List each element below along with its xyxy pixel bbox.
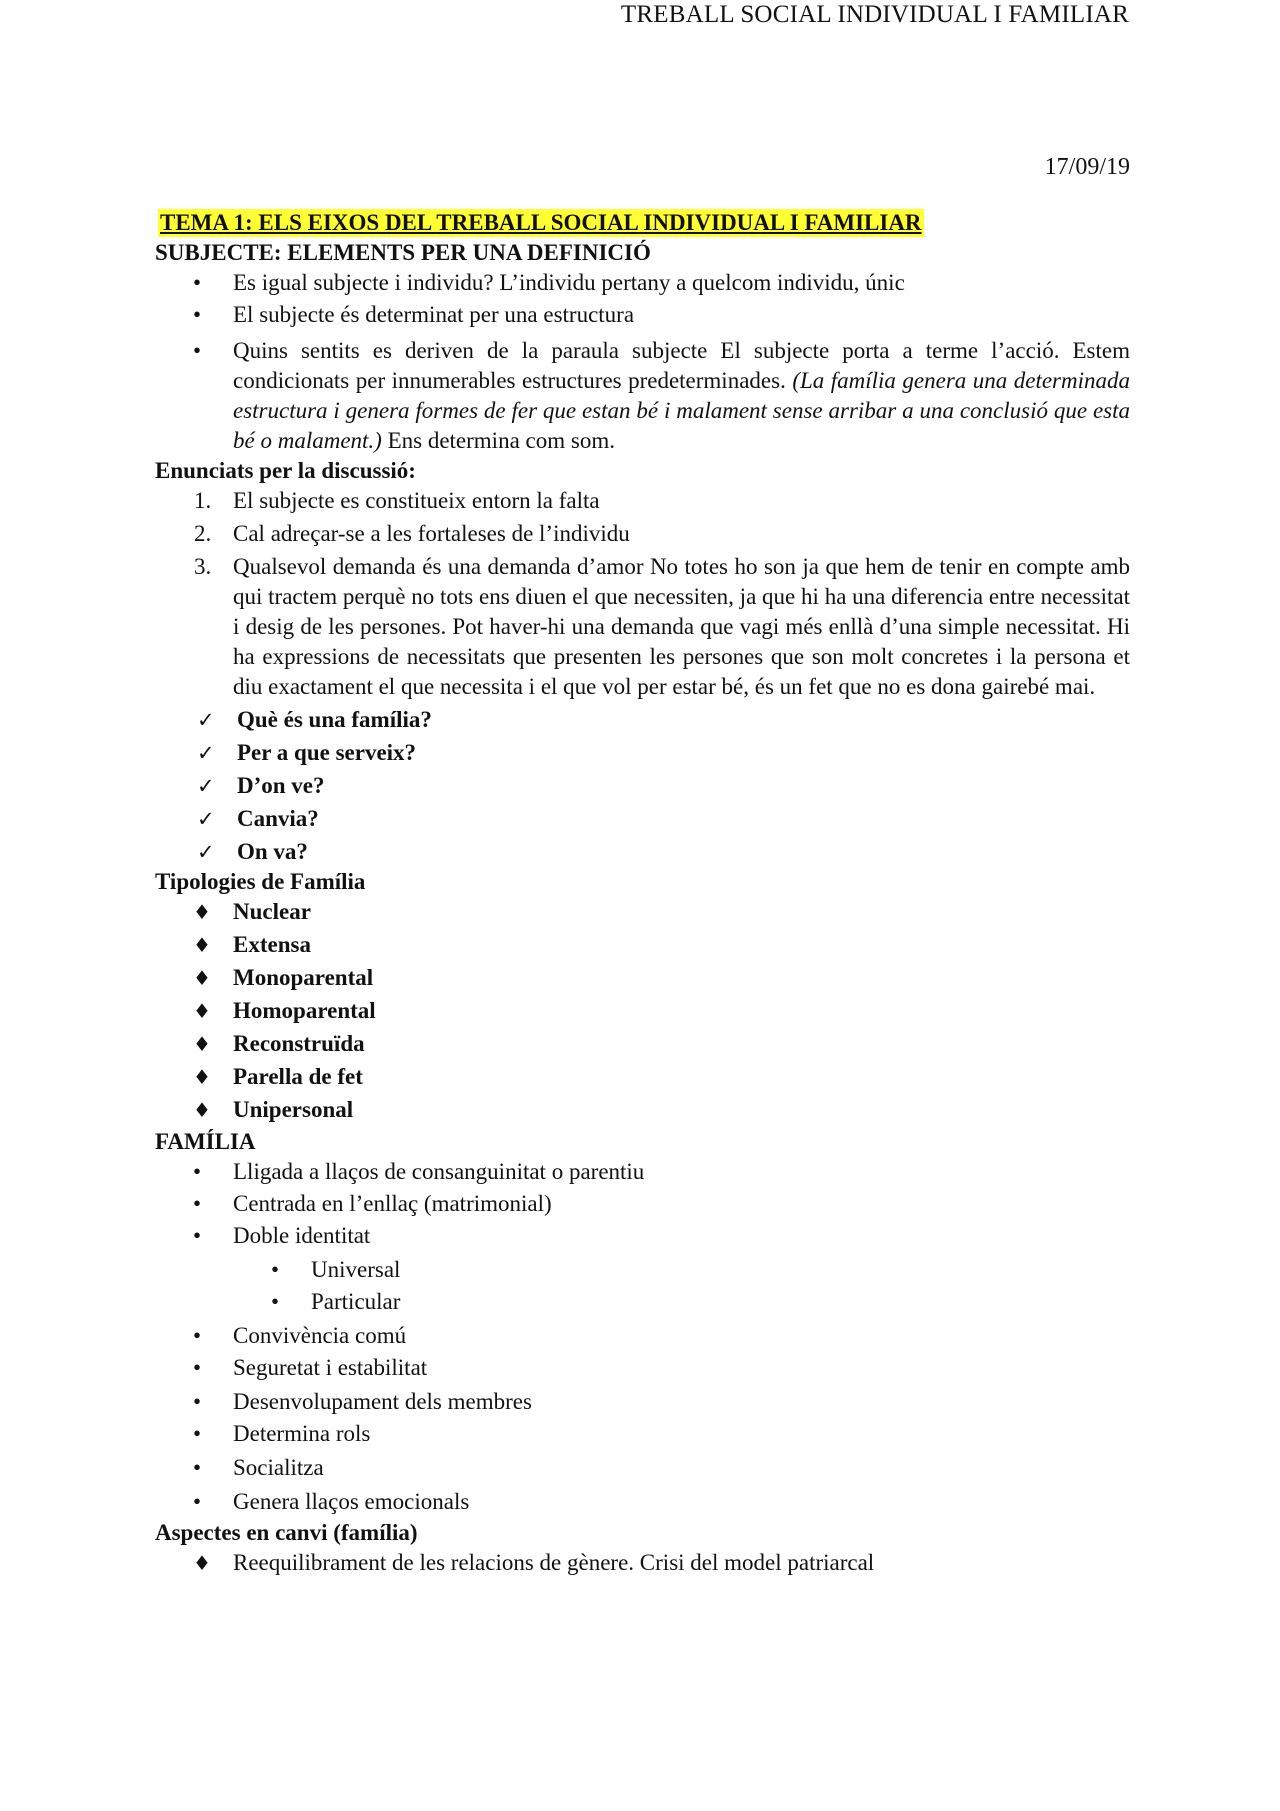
- typology-item: [155, 930, 1130, 963]
- typology-item: [155, 1062, 1130, 1095]
- list-item-text: Lligada a llaços de consanguinitat o parentiu: [233, 1159, 645, 1184]
- typology-item-text: Homoparental: [233, 998, 376, 1023]
- list-item: [155, 1453, 1130, 1487]
- list-item-text: Es igual subjecte i individu? L’individu pertany a quelcom individu, únic: [233, 270, 905, 295]
- subject-heading: SUBJECTE: ELEMENTS PER UNA DEFINICIÓ: [155, 240, 651, 265]
- typology-item-text: Monoparental: [233, 965, 374, 990]
- list-item: [155, 1419, 1130, 1453]
- changes-heading: Aspectes en canvi (família): [155, 1520, 418, 1545]
- document-body: [155, 208, 1130, 1580]
- typology-item: [155, 963, 1130, 996]
- bullet-marker: •: [193, 1489, 202, 1514]
- checklist-item: [155, 771, 1130, 804]
- typology-item: [155, 897, 1130, 930]
- list-item-text: Convivència comú: [233, 1323, 407, 1348]
- subject-list: [155, 268, 1130, 456]
- typology-item-text: Nuclear: [233, 899, 311, 924]
- numbered-item: [155, 486, 1130, 519]
- list-item: [155, 1221, 1130, 1255]
- diamond-bullet-icon: ♦: [193, 1551, 211, 1575]
- bullet-marker: •: [193, 1191, 202, 1216]
- bullet-marker: •: [271, 1289, 280, 1314]
- checklist-item: [155, 837, 1130, 867]
- bullet-marker: •: [193, 1323, 202, 1348]
- bullet-marker: •: [193, 1223, 202, 1248]
- check-icon: ✓: [197, 774, 215, 798]
- family-heading: FAMÍLIA: [155, 1129, 256, 1154]
- bullet-marker: •: [193, 338, 202, 363]
- checklist-item: [155, 705, 1130, 738]
- sub-list-item: [155, 1255, 1130, 1287]
- number-marker: 3.: [194, 554, 212, 579]
- list-item-text: Genera llaços emocionals: [233, 1489, 470, 1514]
- bullet-marker: •: [193, 1389, 202, 1414]
- checklist-item-text: Canvia?: [237, 806, 319, 831]
- checklist-item-text: Què és una família?: [237, 707, 432, 732]
- change-item-text: Reequilibrament de les relacions de gènere. Crisi del model patriarcal: [233, 1550, 875, 1575]
- typology-item: [155, 1029, 1130, 1062]
- list-item: [155, 268, 1130, 300]
- typology-item: [155, 996, 1130, 1029]
- numbered-item-text: Cal adreçar-se a les fortaleses de l’individu: [233, 521, 630, 546]
- sub-list-item-text: Universal: [311, 1257, 401, 1282]
- checklist-item-text: Per a que serveix?: [237, 740, 417, 765]
- list-item: [155, 1353, 1130, 1387]
- discussion-heading: Enunciats per la discussió:: [155, 458, 416, 483]
- check-icon: ✓: [197, 708, 215, 732]
- check-icon: ✓: [197, 840, 215, 864]
- diamond-bullet-icon: ♦: [193, 1065, 211, 1089]
- diamond-bullet-icon: ♦: [193, 933, 211, 957]
- discussion-list: [155, 486, 1130, 702]
- diamond-bullet-icon: ♦: [193, 999, 211, 1023]
- list-item: [155, 1487, 1130, 1518]
- numbered-item-text: Qualsevol demanda és una demanda d’amor No totes ho son ja que hem de tenir en compte amb qui tractem perquè no tots ens diuen el que necessiten, ja que hi ha una diferencia entre necessitat i desig de les persones. Pot haver-hi una demanda que vagi més enllà d’una simple necessitat. Hi ha expressions de necessitats que presenten les persones que son molt concretes i la persona et diu exactament el que necessita i el que vol per estar bé, és un fet que no es dona gairebé mai.: [233, 554, 1130, 699]
- list-item: [155, 1387, 1130, 1419]
- typology-item-text: Reconstruïda: [233, 1031, 365, 1056]
- typology-item-text: Parella de fet: [233, 1064, 363, 1089]
- family-list: [155, 1157, 1130, 1518]
- typology-item-text: Extensa: [233, 932, 311, 957]
- numbered-item: [155, 552, 1130, 702]
- list-item-text-end: Ens determina com som.: [381, 428, 615, 453]
- list-item-text: Doble identitat: [233, 1223, 371, 1248]
- checklist-item: [155, 738, 1130, 771]
- list-item: [155, 1321, 1130, 1353]
- list-item-text: Quins sentits es deriven de la paraula subjecte El subjecte porta a terme l’acció. Estem condicionats per innumerables estructures predeterminades.: [233, 338, 1130, 393]
- diamond-bullet-icon: ♦: [193, 1098, 211, 1122]
- list-item-text: Socialitza: [233, 1455, 324, 1480]
- bullet-marker: •: [193, 1455, 202, 1480]
- typologies-list: [155, 897, 1130, 1127]
- typology-item-text: Unipersonal: [233, 1097, 354, 1122]
- checklist-item: [155, 804, 1130, 837]
- diamond-bullet-icon: ♦: [193, 1032, 211, 1056]
- typologies-heading: Tipologies de Família: [155, 869, 366, 894]
- bullet-marker: •: [193, 270, 202, 295]
- list-item: [155, 1157, 1130, 1189]
- bullet-marker: •: [193, 1355, 202, 1380]
- bullet-marker: •: [193, 302, 202, 327]
- numbered-item-text: El subjecte es constitueix entorn la falta: [233, 488, 600, 513]
- numbered-item: [155, 519, 1130, 552]
- number-marker: 1.: [194, 488, 212, 513]
- check-icon: ✓: [197, 807, 215, 831]
- checklist-item-text: D’on ve?: [237, 773, 325, 798]
- topic-title: TEMA 1: ELS EIXOS DEL TREBALL SOCIAL INDIVIDUAL I FAMILIAR: [160, 210, 922, 235]
- sub-list-item: [155, 1287, 1130, 1321]
- sub-list-item-text: Particular: [311, 1289, 401, 1314]
- change-item: [155, 1548, 1130, 1580]
- list-item-text: El subjecte és determinat per una estructura: [233, 302, 635, 327]
- list-item-text: Determina rols: [233, 1421, 371, 1446]
- list-item-text: Desenvolupament dels membres: [233, 1389, 532, 1414]
- question-checklist: [155, 705, 1130, 867]
- bullet-marker: •: [193, 1159, 202, 1184]
- list-item: [155, 1189, 1130, 1221]
- list-item-text: Centrada en l’enllaç (matrimonial): [233, 1191, 552, 1216]
- check-icon: ✓: [197, 741, 215, 765]
- running-header: TREBALL SOCIAL INDIVIDUAL I FAMILIAR: [620, 1, 1129, 28]
- diamond-bullet-icon: ♦: [193, 900, 211, 924]
- list-item: [155, 300, 1130, 336]
- number-marker: 2.: [194, 521, 212, 546]
- changes-list: [155, 1548, 1130, 1580]
- list-item: [155, 336, 1130, 456]
- list-item-text: Seguretat i estabilitat: [233, 1355, 428, 1380]
- checklist-item-text: On va?: [237, 839, 308, 864]
- typology-item: [155, 1095, 1130, 1127]
- bullet-marker: •: [271, 1257, 280, 1282]
- bullet-marker: •: [193, 1421, 202, 1446]
- diamond-bullet-icon: ♦: [193, 966, 211, 990]
- document-date: 17/09/19: [1044, 154, 1130, 180]
- list-item-italic-text: (La família genera una determinada estructura i genera formes de fer que estan bé i malament sense arribar a una conclusió que esta bé o malament.): [233, 368, 1130, 453]
- topic-title-row: [155, 208, 1130, 238]
